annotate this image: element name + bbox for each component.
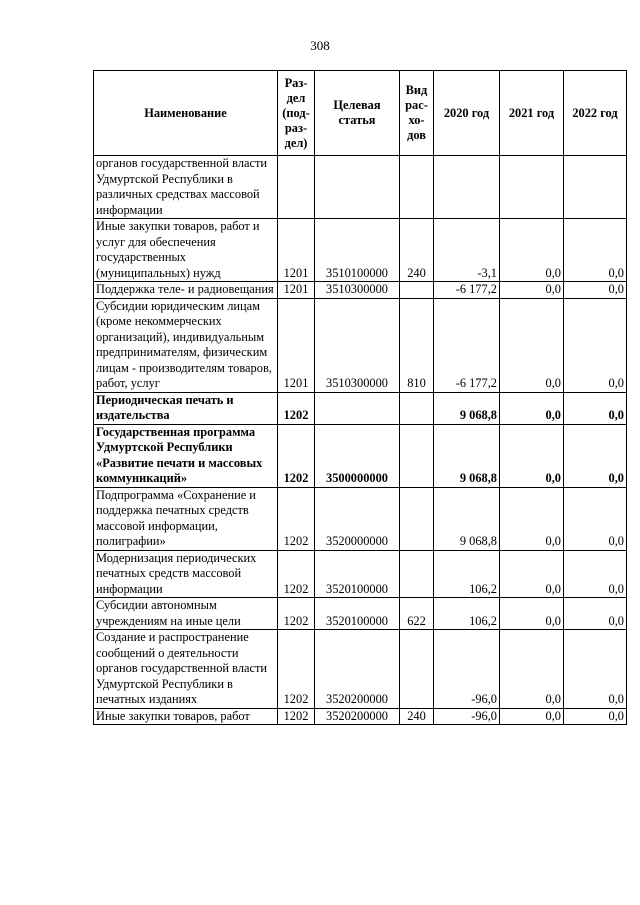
cell-2020: -6 177,2 [434, 282, 500, 299]
header-2020: 2020 год [434, 71, 500, 156]
cell-2020: -96,0 [434, 708, 500, 725]
cell-2021: 0,0 [500, 424, 564, 487]
cell-2022: 0,0 [564, 487, 627, 550]
cell-2022: 0,0 [564, 282, 627, 299]
cell-name: Поддержка теле- и радиовещания [94, 282, 278, 299]
cell-name: органов государственной власти Удмуртской Республики в различных средствах массовой информации [94, 156, 278, 219]
table-row [94, 487, 627, 550]
cell-2022: 0,0 [564, 550, 627, 598]
cell-section [278, 156, 315, 219]
cell-expense-type [400, 550, 434, 598]
cell-name: Модернизация периодических печатных средств массовой информации [94, 550, 278, 598]
cell-2020: -3,1 [434, 219, 500, 282]
cell-article: 3510300000 [315, 298, 400, 392]
cell-section: 1202 [278, 424, 315, 487]
cell-2020: 106,2 [434, 598, 500, 630]
cell-name: Государственная программа Удмуртской Республики «Развитие печати и массовых коммуникаций» [94, 424, 278, 487]
page-number: 308 [310, 38, 330, 53]
cell-2020 [434, 156, 500, 219]
cell-2021: 0,0 [500, 487, 564, 550]
cell-name: Субсидии юридическим лицам (кроме некоммерческих организаций), индивидуальным предпринимателям, физическим лицам - производителям товаров, работ, услуг [94, 298, 278, 392]
cell-2021: 0,0 [500, 708, 564, 725]
table-header-row [94, 71, 627, 156]
cell-name: Создание и распространение сообщений о деятельности органов государственной власти Удмуртской Республики в печатных изданиях [94, 630, 278, 709]
cell-article: 3520200000 [315, 630, 400, 709]
table-row [94, 598, 627, 630]
cell-2021: 0,0 [500, 219, 564, 282]
cell-name: Иные закупки товаров, работ [94, 708, 278, 725]
cell-2021 [500, 156, 564, 219]
cell-2021: 0,0 [500, 282, 564, 299]
cell-expense-type [400, 156, 434, 219]
header-expense-type: Вид рас-хо-дов [400, 71, 434, 156]
cell-2022: 0,0 [564, 708, 627, 725]
cell-2021: 0,0 [500, 550, 564, 598]
cell-expense-type [400, 487, 434, 550]
cell-2022: 0,0 [564, 630, 627, 709]
table-row [94, 282, 627, 299]
cell-expense-type: 622 [400, 598, 434, 630]
header-2021: 2021 год [500, 71, 564, 156]
cell-2021: 0,0 [500, 298, 564, 392]
cell-2021: 0,0 [500, 630, 564, 709]
cell-name: Иные закупки товаров, работ и услуг для обеспечения государственных (муниципальных) нужд [94, 219, 278, 282]
cell-section: 1201 [278, 219, 315, 282]
cell-name: Субсидии автономным учреждениям на иные цели [94, 598, 278, 630]
cell-article: 3500000000 [315, 424, 400, 487]
cell-2021: 0,0 [500, 598, 564, 630]
cell-2020: -96,0 [434, 630, 500, 709]
table-row [94, 708, 627, 725]
table-row [94, 392, 627, 424]
cell-article: 3510300000 [315, 282, 400, 299]
cell-expense-type: 240 [400, 708, 434, 725]
cell-section: 1202 [278, 630, 315, 709]
table-row [94, 550, 627, 598]
cell-article: 3510100000 [315, 219, 400, 282]
cell-2022: 0,0 [564, 424, 627, 487]
cell-expense-type: 810 [400, 298, 434, 392]
cell-expense-type: 240 [400, 219, 434, 282]
cell-article: 3520000000 [315, 487, 400, 550]
cell-2021: 0,0 [500, 392, 564, 424]
cell-2020: 9 068,8 [434, 487, 500, 550]
cell-expense-type [400, 630, 434, 709]
cell-2022: 0,0 [564, 598, 627, 630]
budget-table [93, 70, 627, 725]
cell-section: 1202 [278, 708, 315, 725]
cell-2022: 0,0 [564, 219, 627, 282]
cell-expense-type [400, 282, 434, 299]
header-2022: 2022 год [564, 71, 627, 156]
cell-section: 1202 [278, 598, 315, 630]
cell-2020: 9 068,8 [434, 392, 500, 424]
cell-2022 [564, 156, 627, 219]
table-row [94, 298, 627, 392]
cell-2022: 0,0 [564, 298, 627, 392]
cell-section: 1202 [278, 550, 315, 598]
cell-article: 3520100000 [315, 550, 400, 598]
cell-2020: 9 068,8 [434, 424, 500, 487]
header-article: Целевая статья [315, 71, 400, 156]
cell-section: 1202 [278, 392, 315, 424]
cell-section: 1201 [278, 298, 315, 392]
cell-article [315, 392, 400, 424]
header-section: Раз-дел (под-раз-дел) [278, 71, 315, 156]
cell-2020: -6 177,2 [434, 298, 500, 392]
cell-expense-type [400, 424, 434, 487]
cell-name: Периодическая печать и издательства [94, 392, 278, 424]
cell-article: 3520100000 [315, 598, 400, 630]
table-row [94, 156, 627, 219]
cell-article: 3520200000 [315, 708, 400, 725]
table-row [94, 219, 627, 282]
cell-expense-type [400, 392, 434, 424]
cell-section: 1201 [278, 282, 315, 299]
cell-2020: 106,2 [434, 550, 500, 598]
cell-2022: 0,0 [564, 392, 627, 424]
table-row [94, 424, 627, 487]
cell-name: Подпрограмма «Сохранение и поддержка печатных средств массовой информации, полиграфии» [94, 487, 278, 550]
table-row [94, 630, 627, 709]
cell-section: 1202 [278, 487, 315, 550]
cell-article [315, 156, 400, 219]
header-name: Наименование [94, 71, 278, 156]
